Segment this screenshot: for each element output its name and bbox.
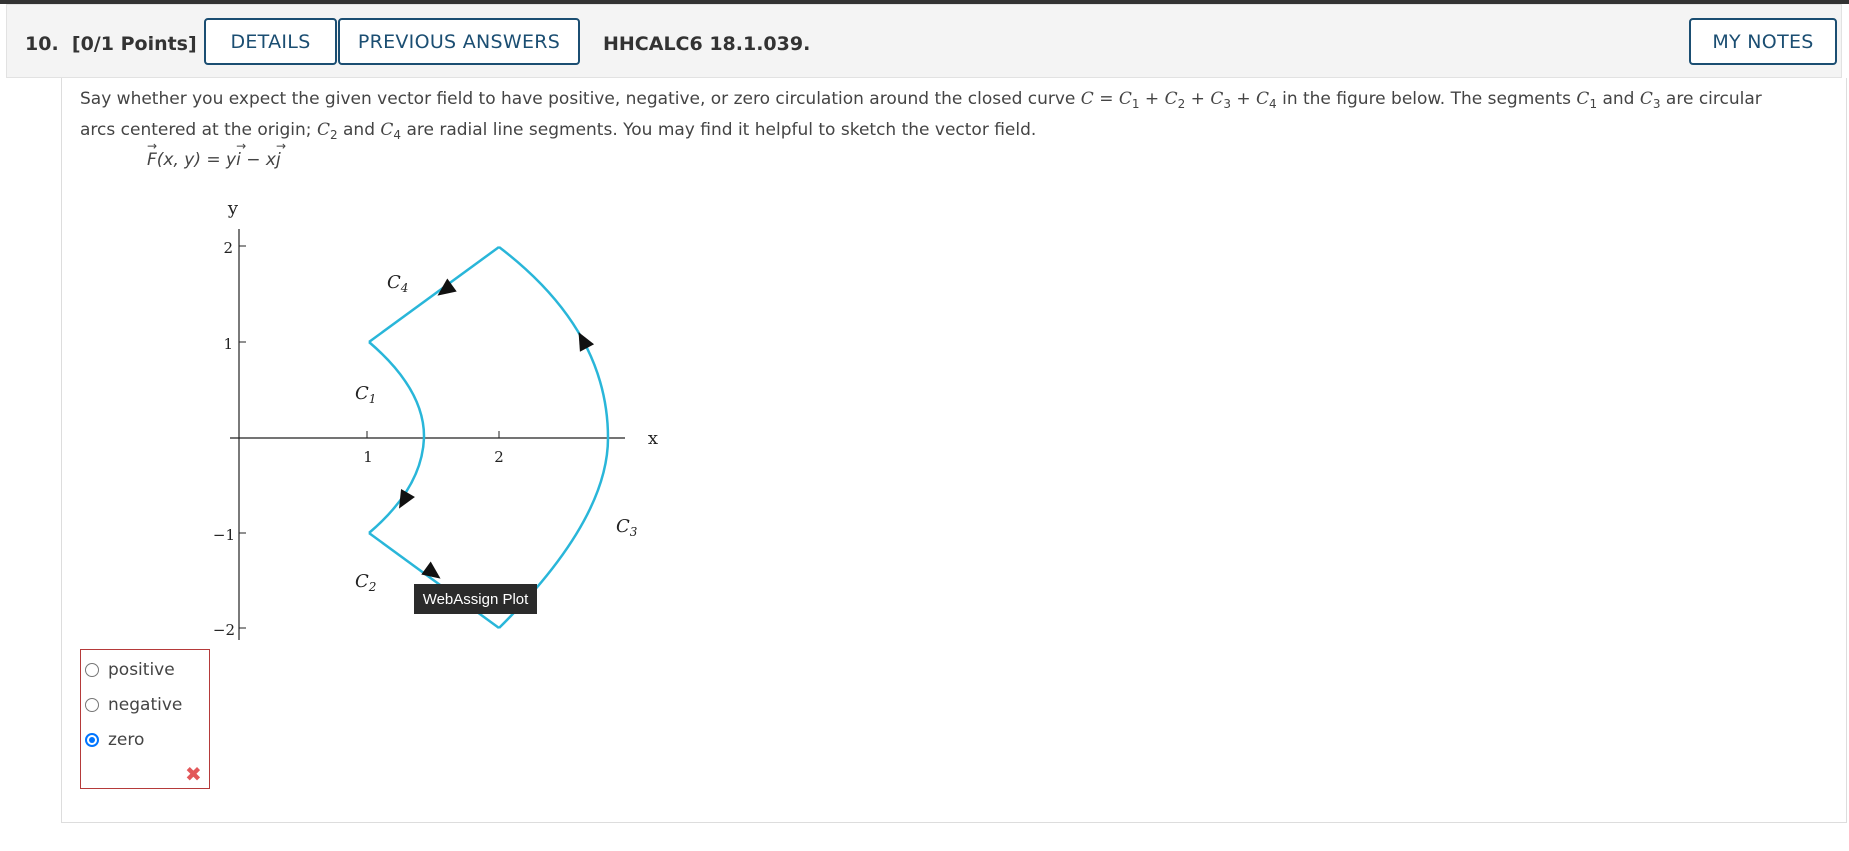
curve-label-c2: $C_2$: [355, 571, 377, 594]
details-button[interactable]: DETAILS: [204, 18, 337, 65]
y-tick-label: −2: [212, 621, 235, 639]
points: [0/1 Points]: [71, 33, 197, 55]
radio-positive[interactable]: [85, 663, 99, 677]
x-tick-label: 2: [494, 448, 504, 466]
plot-tooltip: [414, 584, 537, 614]
arrow-c1-icon: [392, 489, 415, 513]
option-label: positive: [108, 660, 175, 680]
option-label: zero: [108, 730, 145, 750]
vector-field-formula: → F(x, y) = y→ i − x→ j: [147, 150, 281, 170]
y-axis-label: y: [227, 198, 239, 219]
svg-text:WebAssign Plot: WebAssign Plot: [422, 591, 529, 608]
question-id: HHCALC6 18.1.039.: [603, 33, 811, 55]
arrow-c2-icon: [421, 562, 445, 586]
radio-zero[interactable]: [85, 733, 99, 747]
curve-label-c4: $C_4$: [387, 272, 409, 295]
webassign-plot: [200, 190, 680, 650]
incorrect-x-icon: ✖: [185, 762, 202, 786]
curve-label-c1: $C_1$: [355, 383, 377, 406]
question-header: [6, 4, 1842, 78]
radio-negative[interactable]: [85, 698, 99, 712]
question-prompt: Say whether you expect the given vector field to have positive, negative, or zero circulation around the closed curve $C = C_1 + C_2 + C_3 + C_4$ in the figure below. The segments $C_1$ and $C_3$ are circular arcs centered at the origin; $C_2$ and $C_4$ are radial line segments. You may find it helpful to sketch the vector field.: [80, 89, 1762, 142]
x-axis-label: x: [647, 428, 659, 449]
curve-label-c3: $C_3$: [616, 516, 638, 539]
answer-options: [80, 649, 210, 789]
question-number: 10. [0/1 Points]: [25, 33, 197, 55]
option-positive[interactable]: [85, 660, 175, 680]
option-label: negative: [108, 695, 183, 715]
y-tick-label: −1: [212, 526, 235, 544]
curve-c4: [369, 247, 499, 342]
my-notes-button[interactable]: MY NOTES: [1689, 18, 1837, 65]
x-tick-label: 1: [363, 448, 373, 466]
option-negative[interactable]: [85, 695, 182, 715]
y-tick-label: 1: [223, 335, 233, 353]
previous-answers-button[interactable]: PREVIOUS ANSWERS: [338, 18, 580, 65]
arrow-c3-icon: [571, 328, 594, 351]
y-tick-label: 2: [223, 239, 233, 257]
option-zero[interactable]: [85, 730, 144, 750]
